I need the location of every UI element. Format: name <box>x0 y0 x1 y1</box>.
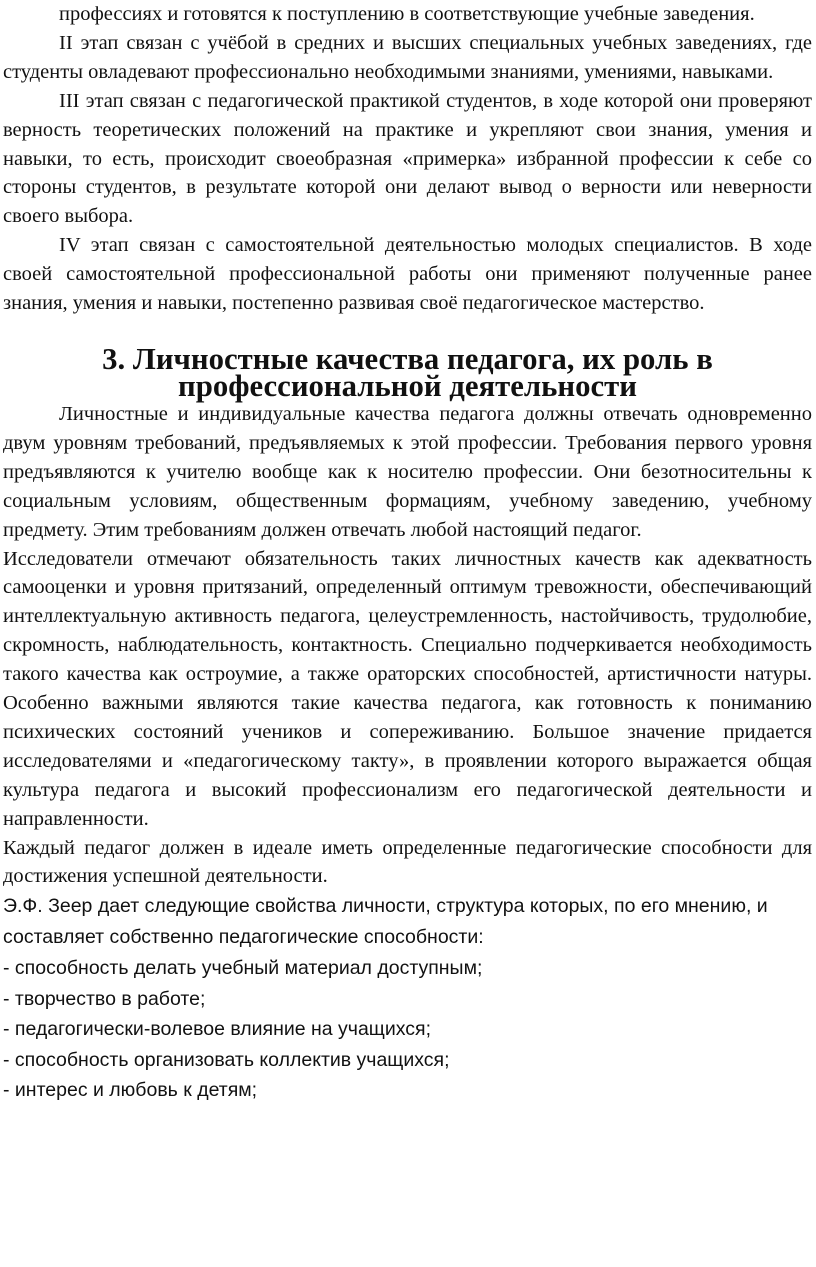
paragraph-zeer-intro: Э.Ф. Зеер дает следующие свойства личности, структура которых, по его мнению, и составляет собственно педагогические способности: <box>3 895 768 949</box>
list-item: - творчество в работе; <box>3 987 206 1010</box>
paragraph-researchers: Исследователи отмечают обязательность таких личностных качеств как адекватность самооценки и уровня притязаний, определенный оптимум тревожности, обеспечивающий интеллектуальную активность педагога, целеустремленность, настойчивость, трудолюбие, скромность, наблюдательность, контактность. Специально подчеркивается необходимость такого качества как остроумие, а также ораторских способностей, артистичности натуры. Особенно важными являются такие качества педагога, как готовность к пониманию психических состояний учеников и сопереживанию. Большое значение придается исследователями и «педагогическому такту», в проявлении которого выражается общая культура педагога и высокий профессионализм его педагогической деятельности и направленности. <box>3 547 812 830</box>
paragraph-stage-4: IV этап связан с самостоятельной деятельностью молодых специалистов. В ходе своей самостоятельной профессиональной работы они применяют полученные ранее знания, умения и навыки, постепенно развивая своё педагогическое мастерство. <box>3 234 812 315</box>
list-item: - способность организовать коллектив учащихся; <box>3 1048 450 1071</box>
paragraph-stage-3: III этап связан с педагогической практикой студентов, в ходе которой они проверяют верность теоретических положений на практике и укрепляют свои знания, умения и навыки, то есть, происходит своеобразная «примерка» избранной профессии к себе со стороны студентов, в результате которой они делают вывод о верности или неверности своего выбора. <box>3 89 812 228</box>
abilities-list <box>3 953 812 1106</box>
paragraph-continuation: профессиях и готовятся к поступлению в соответствующие учебные заведения. <box>59 3 755 25</box>
list-item: - педагогически-волевое влияние на учащихся; <box>3 1018 431 1041</box>
paragraph-requirements: Личностные и индивидуальные качества педагога должны отвечать одновременно двум уровням требований, предъявляемых к этой профессии. Требования первого уровня предъявляются к учителю вообще как к носителю профессии. Они безотносительны к социальным условиям, общественным формациям, учебному заведению, учебному предмету. Этим требованиям должен отвечать любой настоящий педагог. <box>3 402 812 541</box>
list-item: - интерес и любовь к детям; <box>3 1079 258 1102</box>
list-item: - способность делать учебный материал доступным; <box>3 957 483 980</box>
section-heading: 3. Личностные качества педагога, их роль в профессиональной деятельности <box>102 341 713 403</box>
paragraph-abilities: Каждый педагог должен в идеале иметь определенные педагогические способности для достижения успешной деятельности. <box>3 836 812 888</box>
paragraph-stage-2: II этап связан с учёбой в средних и высших специальных учебных заведениях, где студенты овладевают профессионально необходимыми знаниями, умениями, навыками. <box>3 31 812 83</box>
